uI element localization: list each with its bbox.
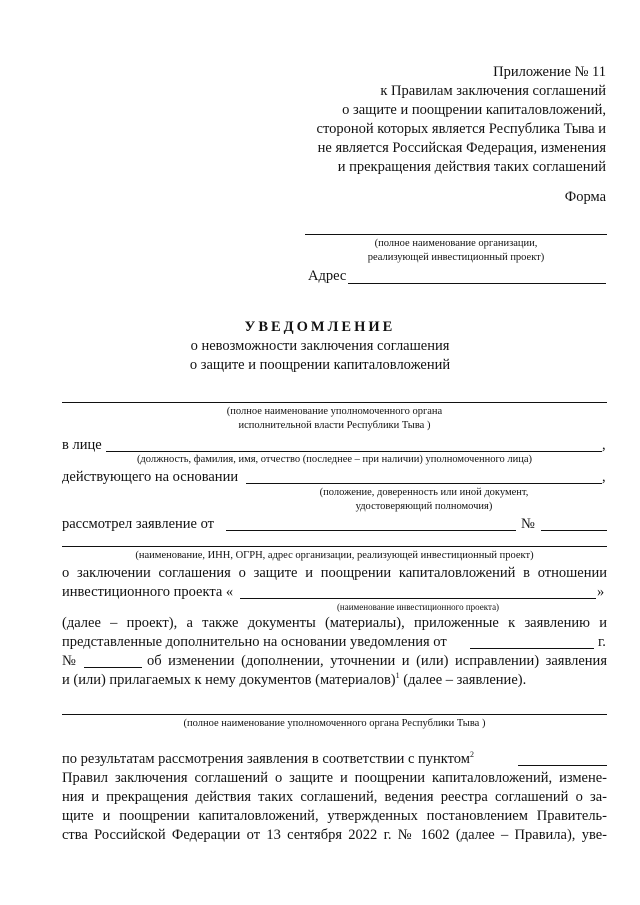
reviewed-label: рассмотрел заявление от <box>62 516 214 532</box>
document-title: УВЕДОМЛЕНИЕ <box>244 319 396 335</box>
paragraph-text-part: и (или) прилагаемых к нему документов (материалов) <box>62 672 396 688</box>
paragraph-text <box>62 671 526 690</box>
appendix-rules-line: стороной которых является Республика Тыва и <box>316 121 606 137</box>
appendix-rules-line: к Правилам заключения соглашений <box>380 83 606 99</box>
basis-caption: удостоверяющий полномочия) <box>355 501 493 512</box>
footnote-ref: 2 <box>469 750 474 760</box>
organ-name-line <box>62 402 607 403</box>
comma: , <box>602 469 606 485</box>
paragraph-text: щите и поощрении капиталовложений, утвержденных постановлением Правитель- <box>62 808 607 824</box>
paragraph-text: инвестиционного проекта « <box>62 584 234 600</box>
project-caption: (наименование инвестиционного проекта) <box>336 602 500 612</box>
organ-tuva-caption: (полное наименование уполномоченного органа Республики Тыва ) <box>183 718 486 729</box>
organ-caption: (полное наименование уполномоченного органа <box>226 406 443 417</box>
paragraph-text: представленные дополнительно на основании уведомления от <box>62 634 447 650</box>
org-name-line <box>305 234 607 235</box>
number-sign: № <box>521 516 535 532</box>
address-label: Адрес <box>308 268 347 284</box>
organization-caption: (наименование, ИНН, ОГРН, адрес организации, реализующей инвестиционный проект) <box>135 550 534 561</box>
paragraph-text: Правил заключения соглашений о защите и поощрении капиталовложений, измене- <box>62 770 607 786</box>
appendix-rules-line: о защите и поощрении капиталовложений, <box>342 102 606 118</box>
notice-number-line <box>84 667 142 668</box>
appendix-rules-line: не является Российская Федерация, изменения <box>317 140 606 156</box>
document-subtitle: о защите и поощрении капиталовложений <box>189 357 451 373</box>
paragraph-text <box>62 750 474 769</box>
paragraph-text-part: (далее – заявление). <box>399 672 527 688</box>
year-abbr: г. <box>598 634 606 650</box>
basis-line <box>246 483 602 484</box>
org-name-caption: (полное наименование организации, <box>374 238 538 249</box>
closing-quote: » <box>597 584 605 600</box>
paragraph-text-part: по результатам рассмотрения заявления в соответствии с пунктом <box>62 751 470 767</box>
appendix-rules-line: и прекращения действия таких соглашений <box>337 159 606 175</box>
paragraph-text: о заключении соглашения о защите и поощрении капиталовложений в отношении <box>62 565 607 581</box>
organ-tuva-line <box>62 714 607 715</box>
document-subtitle: о невозможности заключения соглашения <box>190 338 450 354</box>
acting-label: действующего на основании <box>62 469 239 485</box>
comma: , <box>602 437 606 453</box>
application-number-line <box>541 530 607 531</box>
paragraph-text: (далее – проект), а также документы (материалы), приложенные к заявлению и <box>62 615 607 631</box>
application-date-line <box>226 530 516 531</box>
person-caption: (должность, фамилия, имя, отчество (последнее – при наличии) уполномоченного лица) <box>136 454 533 465</box>
organ-caption: исполнительной власти Республики Тыва ) <box>238 420 431 431</box>
in-person-label: в лице <box>62 437 102 453</box>
org-name-caption: реализующей инвестиционный проект) <box>367 252 545 263</box>
paragraph-text: ния и прекращения действия таких соглашений, ведения реестра соглашений о за- <box>62 789 607 805</box>
footnote-ref: 1 <box>395 671 400 681</box>
clause-number-line <box>518 765 607 766</box>
paragraph-text: ства Российской Федерации от 13 сентября 2022 г. № 1602 (далее – Правила), уве- <box>62 827 607 843</box>
form-label: Форма <box>564 189 606 205</box>
address-line <box>348 283 606 284</box>
organization-line <box>62 546 607 547</box>
person-line <box>106 451 602 452</box>
notice-date-line <box>470 648 594 649</box>
paragraph-text: об изменении (дополнении, уточнении и (или) исправлении) заявления <box>147 653 607 669</box>
number-sign: № <box>62 653 76 669</box>
project-name-line <box>240 598 596 599</box>
basis-caption: (положение, доверенность или иной документ, <box>319 487 529 498</box>
appendix-number: Приложение № 11 <box>493 64 606 80</box>
